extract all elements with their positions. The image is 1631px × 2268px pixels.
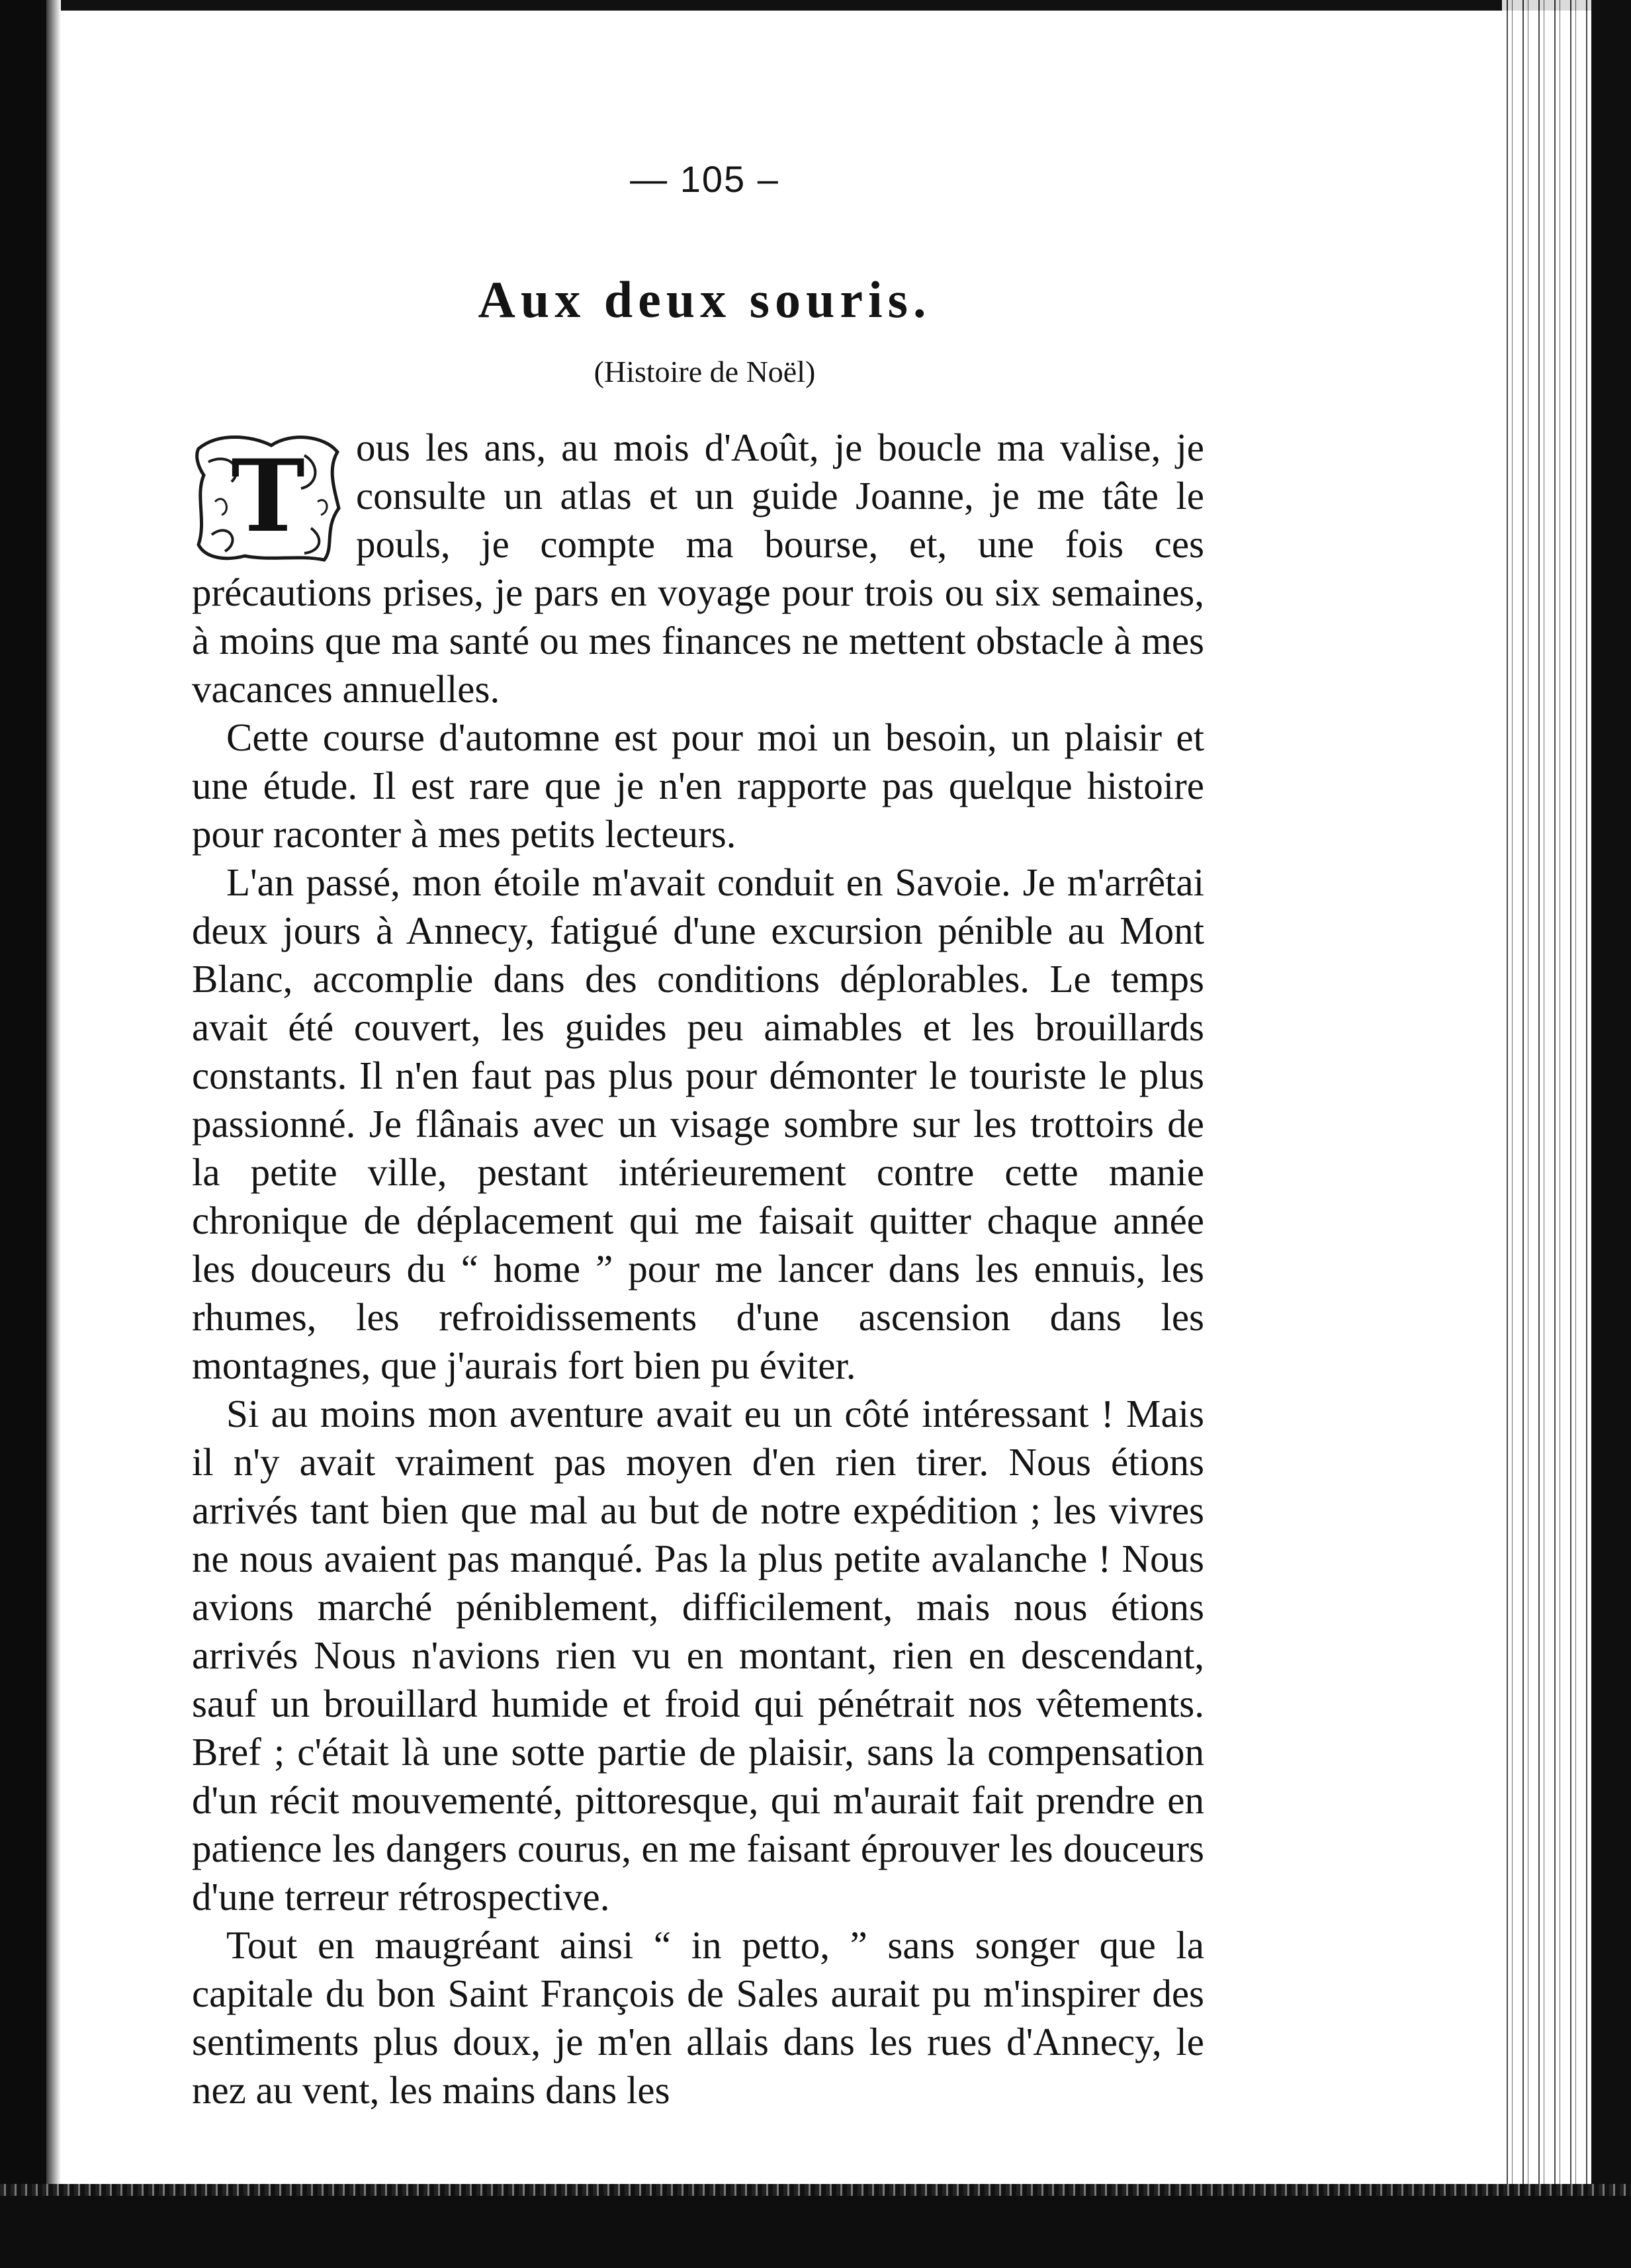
- paragraph-3: L'an passé, mon étoile m'avait conduit en Savoie. Je m'arrêtai deux jours à Annecy, fatigué d'une excursion pénible au Mont Blanc, accomplie dans des conditions déplorables. Le temps avait été couvert, les guides peu aimables et les brouillards constants. Il n'en faut pas plus pour démonter le touriste le plus passionné. Je flânais avec un visage sombre sur les trottoirs de la petite ville, pestant intérieurement contre cette manie chronique de déplacement qui me faisait quitter chaque année les douceurs du “ home ” pour me lancer dans les ennuis, les rhumes, les refroidissements d'une ascension dans les montagnes, que j'aurais fort bien pu éviter.: [192, 860, 1204, 1387]
- article-title: Aux deux souris.: [478, 271, 932, 328]
- scan-shadow-left: [46, 0, 61, 2268]
- dropcap-letter: T: [231, 438, 305, 555]
- paragraph-2: Cette course d'automne est pour moi un besoin, un plaisir et une étude. Il est rare que je n'en rapporte pas quelque histoire pour raconter à mes petits lecteurs.: [192, 715, 1204, 856]
- scan-edge-top: [0, 0, 1631, 11]
- paragraph-1: ous les ans, au mois d'Août, je boucle ma valise, je consulte un atlas et un guide Joanne, je me tâte le pouls, je compte ma bourse, et, une fois ces précautions prises, je pars en voyage pour trois ou six semaines, à moins que ma santé ou mes finances ne mettent obstacle à mes vacances annuelles.: [192, 426, 1204, 711]
- page-number: — 105 –: [630, 158, 779, 200]
- paragraph-5: Tout en maugréant ainsi “ in petto, ” sans songer que la capitale du bon Saint François de Sales aurait pu m'inspirer des sentiments plus doux, je m'en allais dans les rues d'Annecy, le nez au vent, les mains dans les: [192, 1923, 1204, 2112]
- ornamental-dropcap: [192, 429, 344, 565]
- scan-edge-bottom: [0, 2196, 1631, 2268]
- scan-edge-left: [0, 0, 46, 2268]
- paragraph-4: Si au moins mon aventure avait eu un côté intéressant ! Mais il n'y avait vraiment pas moyen d'en rien tirer. Nous étions arrivés tant bien que mal au but de notre expédition ; les vivres ne nous avaient pas manqué. Pas la plus petite avalanche ! Nous avions marché péniblement, difficilement, mais nous étions arrivés Nous n'avions rien vu en montant, rien en descendant, sauf un brouillard humide et froid qui pénétrait nos vêtements. Bref ; c'était là une sotte partie de plaisir, sans la compensation d'un récit mouvementé, pittoresque, qui m'aurait fait prendre en patience les dangers courus, en me faisant éprouver les douceurs d'une terreur rétrospective.: [192, 1392, 1204, 1919]
- article-body: [192, 424, 1204, 2114]
- article-subtitle: (Histoire de Noël): [594, 355, 816, 388]
- scan-edge-right-dark: [1591, 0, 1631, 2268]
